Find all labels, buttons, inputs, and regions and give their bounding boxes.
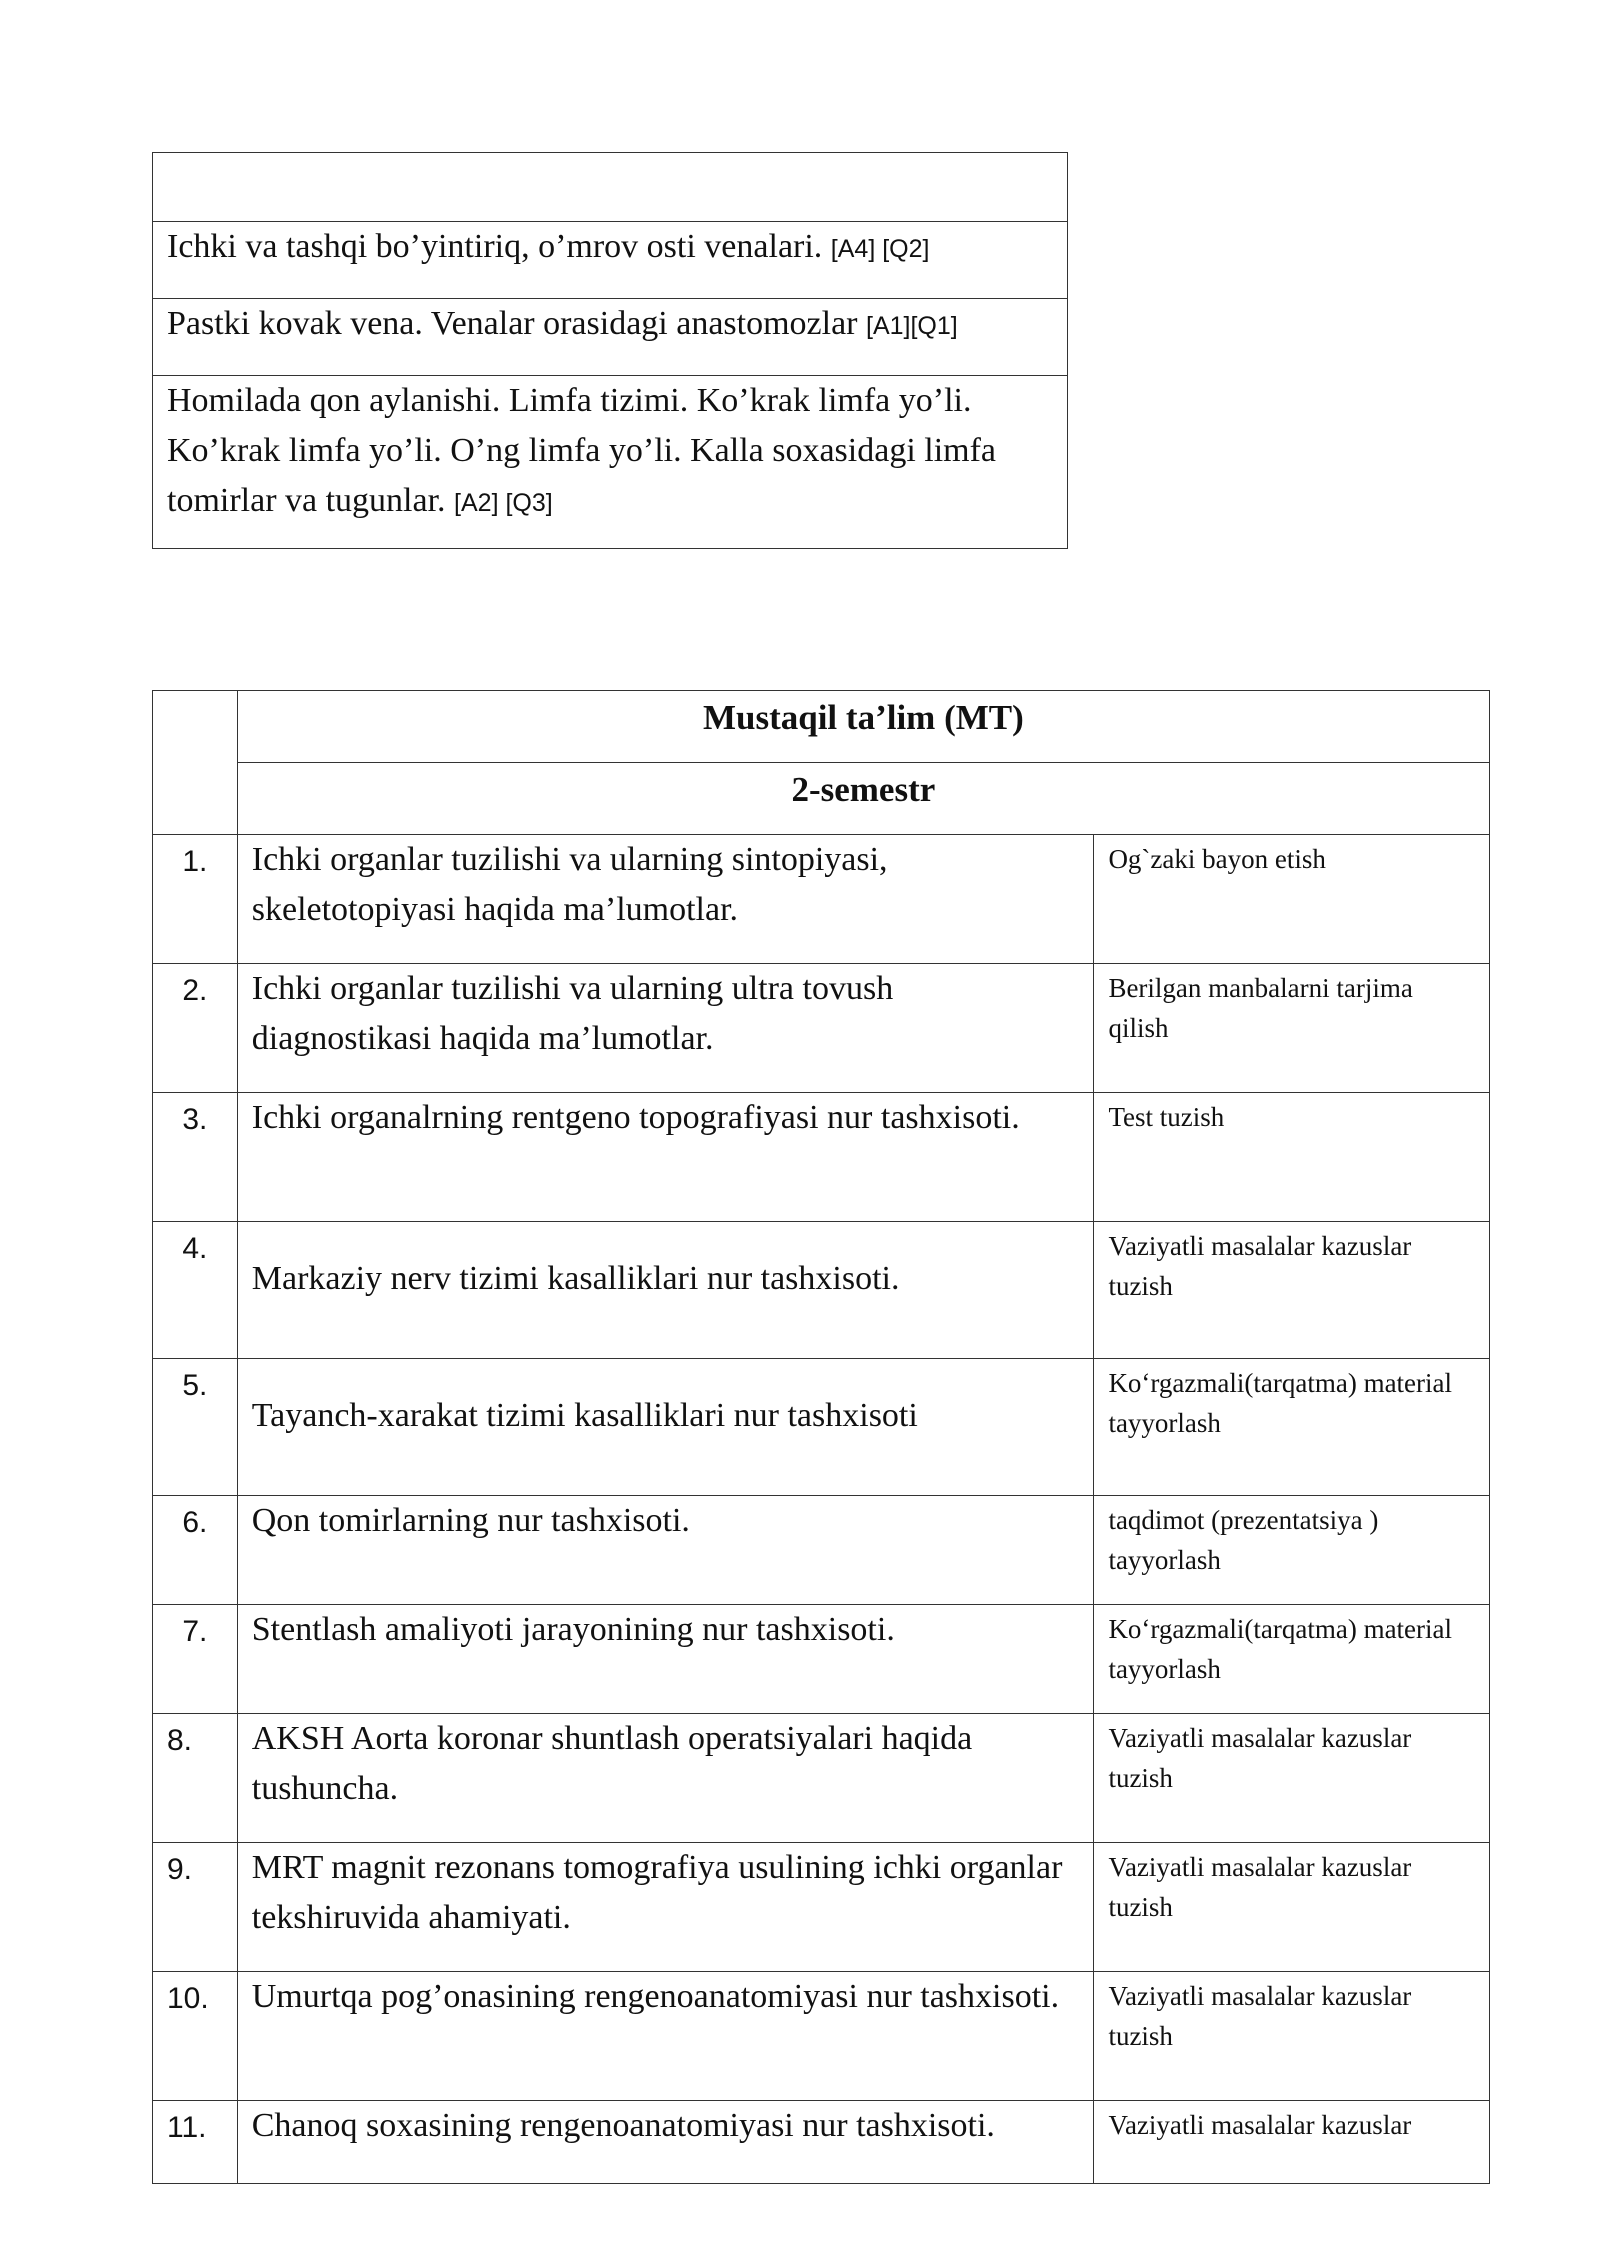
topic-cell: Ichki organlar tuzilishi va ularning ultra tovush diagnostikasi haqida ma’lumotlar. <box>237 964 1094 1093</box>
work-form-cell: Og`zaki bayon etish <box>1094 835 1490 964</box>
reference-tag: [A4] [Q2] <box>830 235 930 263</box>
table-row <box>153 835 1490 964</box>
table-row <box>153 1714 1490 1843</box>
work-form-cell: Vaziyatli masalalar kazuslar tuzish <box>1094 1714 1490 1843</box>
table-row <box>153 1972 1490 2101</box>
table-row <box>153 2101 1490 2184</box>
table-title: Mustaqil ta’lim (MT) <box>237 691 1489 763</box>
row-number: 2. <box>153 964 238 1093</box>
topics-table <box>152 152 1068 549</box>
topic-cell: MRT magnit rezonans tomografiya usulining ichki organlar tekshiruvida ahamiyati. <box>237 1843 1094 1972</box>
table-row <box>153 964 1490 1093</box>
reference-tag: [A2] [Q3] <box>454 489 553 517</box>
row-number: 4. <box>153 1222 238 1359</box>
work-form-cell: Ko‘rgazmali(tarqatma) material tayyorlash <box>1094 1359 1490 1496</box>
row-number: 9. <box>153 1843 238 1972</box>
topic-cell <box>153 222 1068 299</box>
table-row <box>153 153 1068 222</box>
work-form-cell: Vaziyatli masalalar kazuslar tuzish <box>1094 1843 1490 1972</box>
table-row <box>153 1496 1490 1605</box>
work-form-cell: Berilgan manbalarni tarjima qilish <box>1094 964 1490 1093</box>
topic-text: Homilada qon aylanishi. Limfa tizimi. Ko’krak limfa yo’li. Ko’krak limfa yo’li. O’ng limfa yo’li. Kalla soxasidagi limfa tomirlar va tugunlar. <box>167 382 997 519</box>
table-row <box>153 1222 1490 1359</box>
topic-cell: Ichki organalrning rentgeno topografiyasi nur tashxisoti. <box>237 1093 1094 1222</box>
topic-cell <box>153 299 1068 376</box>
semester-heading: 2-semestr <box>237 763 1489 835</box>
topic-cell <box>153 376 1068 549</box>
topic-cell: AKSH Aorta koronar shuntlash operatsiyalari haqida tushuncha. <box>237 1714 1094 1843</box>
row-number: 7. <box>153 1605 238 1714</box>
independent-study-table <box>152 690 1490 2184</box>
work-form-cell: taqdimot (prezentatsiya ) tayyorlash <box>1094 1496 1490 1605</box>
row-number: 8. <box>153 1714 238 1843</box>
row-number: 10. <box>153 1972 238 2101</box>
work-form-cell: Vaziyatli masalalar kazuslar tuzish <box>1094 1972 1490 2101</box>
table-row <box>153 222 1068 299</box>
reference-tag: [A1][Q1] <box>866 312 958 340</box>
row-number: 1. <box>153 835 238 964</box>
table-row <box>153 1093 1490 1222</box>
table-row <box>153 1605 1490 1714</box>
row-number: 6. <box>153 1496 238 1605</box>
work-form-cell: Vaziyatli masalalar kazuslar tuzish <box>1094 1222 1490 1359</box>
topic-cell: Tayanch-xarakat tizimi kasalliklari nur tashxisoti <box>237 1359 1094 1496</box>
table-row <box>153 1359 1490 1496</box>
topic-cell: Ichki organlar tuzilishi va ularning sintopiyasi, skeletotopiyasi haqida ma’lumotlar. <box>237 835 1094 964</box>
topic-cell: Stentlash amaliyoti jarayonining nur tashxisoti. <box>237 1605 1094 1714</box>
topic-cell: Umurtqa pog’onasining rengenoanatomiyasi nur tashxisoti. <box>237 1972 1094 2101</box>
topic-cell: Markaziy nerv tizimi kasalliklari nur tashxisoti. <box>237 1222 1094 1359</box>
table-header-row <box>153 763 1490 835</box>
row-number: 11. <box>153 2101 238 2184</box>
empty-header-cell <box>153 153 1068 222</box>
work-form-cell: Vaziyatli masalalar kazuslar <box>1094 2101 1490 2184</box>
table-row <box>153 299 1068 376</box>
work-form-cell: Ko‘rgazmali(tarqatma) material tayyorlash <box>1094 1605 1490 1714</box>
topic-cell: Chanoq soxasining rengenoanatomiyasi nur tashxisoti. <box>237 2101 1094 2184</box>
table-header-row <box>153 691 1490 763</box>
empty-corner-cell <box>153 691 238 835</box>
topic-cell: Qon tomirlarning nur tashxisoti. <box>237 1496 1094 1605</box>
topic-text: Pastki kovak vena. Venalar orasidagi anastomozlar <box>167 305 866 342</box>
row-number: 5. <box>153 1359 238 1496</box>
work-form-cell: Test tuzish <box>1094 1093 1490 1222</box>
row-number: 3. <box>153 1093 238 1222</box>
topic-text: Ichki va tashqi bo’yintiriq, o’mrov osti venalari. <box>167 228 831 265</box>
table-row <box>153 376 1068 549</box>
table-row <box>153 1843 1490 1972</box>
